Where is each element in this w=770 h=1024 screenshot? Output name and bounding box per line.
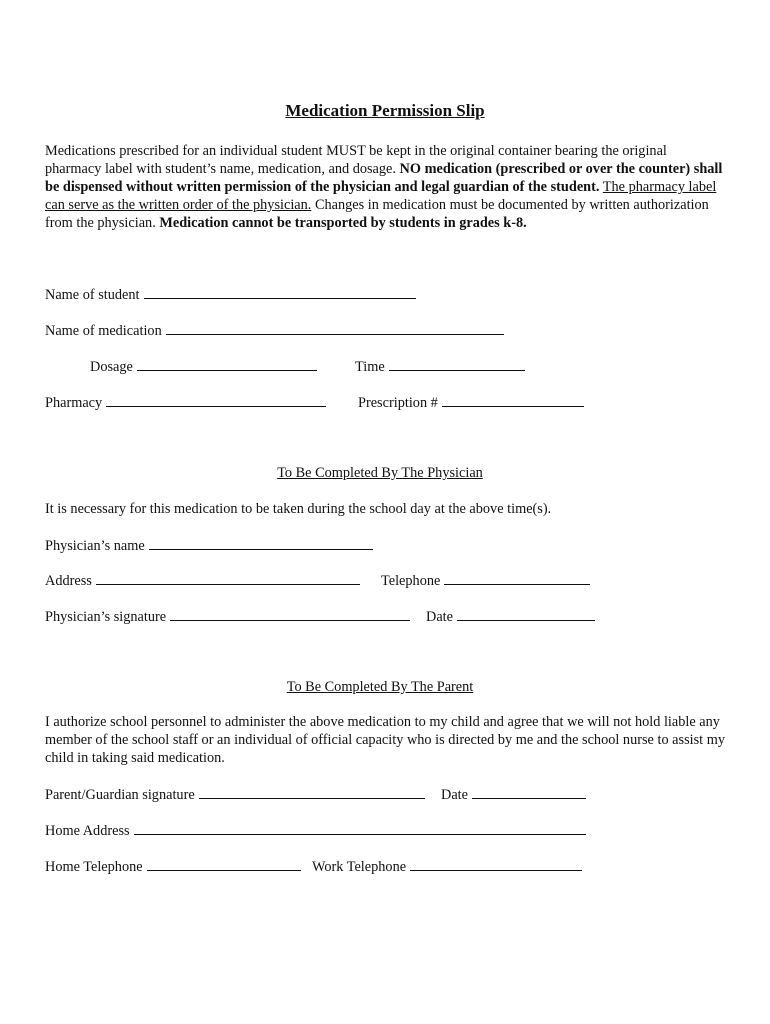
home-telephone-field: [45, 857, 301, 876]
parent-signature-label: Parent/Guardian signature: [45, 787, 195, 803]
home-telephone-input-line[interactable]: [147, 857, 301, 871]
physician-date-label: Date: [426, 609, 453, 625]
work-telephone-input-line[interactable]: [410, 857, 582, 871]
physicians-signature-input-line[interactable]: [170, 607, 410, 621]
time-input-line[interactable]: [389, 357, 525, 371]
home-address-label: Home Address: [45, 823, 130, 839]
name-of-student-input-line[interactable]: [144, 285, 416, 299]
prescription-field: [358, 393, 584, 412]
parent-date-input-line[interactable]: [472, 785, 586, 799]
parent-date-label: Date: [441, 787, 468, 803]
physicians-name-label: Physician’s name: [45, 538, 145, 554]
pharmacy-label: Pharmacy: [45, 395, 103, 411]
address-input-line[interactable]: [96, 571, 360, 585]
dosage-input-line[interactable]: [137, 357, 317, 371]
name-of-medication-field: [45, 321, 504, 340]
pharmacy-input-line[interactable]: [106, 393, 326, 407]
work-telephone-field: [312, 857, 582, 876]
home-address-input-line[interactable]: [134, 821, 586, 835]
home-telephone-label: Home Telephone: [45, 859, 143, 875]
name-of-medication-input-line[interactable]: [166, 321, 504, 335]
pharmacy-field: [45, 393, 326, 412]
physician-statement: It is necessary for this medication to be taken during the school day at the above time(s).: [45, 501, 552, 517]
physician-section-heading: To Be Completed By The Physician: [277, 465, 483, 481]
physicians-name-field: [45, 536, 373, 555]
name-of-student-label: Name of student: [45, 287, 140, 303]
document-title: Medication Permission Slip: [285, 101, 485, 120]
time-field: [355, 357, 525, 376]
physician-date-input-line[interactable]: [457, 607, 595, 621]
telephone-label: Telephone: [381, 573, 441, 589]
dosage-label: Dosage: [90, 359, 133, 375]
parent-signature-input-line[interactable]: [199, 785, 425, 799]
physician-date-field: [426, 607, 595, 626]
name-of-student-field: [45, 285, 416, 304]
parent-section-heading: To Be Completed By The Parent: [286, 679, 474, 695]
intro-sentence-2: NO medication (prescribed or over the counter) shall be dispensed without written permission of the physician and legal guardian of the student.: [45, 161, 723, 195]
intro-paragraph: [45, 142, 725, 232]
physicians-signature-field: [45, 607, 410, 626]
address-field: [45, 571, 360, 590]
prescription-label: Prescription #: [358, 395, 438, 411]
physicians-signature-label: Physician’s signature: [45, 609, 167, 625]
intro-sentence-4: Changes in medication must be documented by written authorization from the physician.: [45, 197, 709, 231]
telephone-input-line[interactable]: [444, 571, 590, 585]
prescription-input-line[interactable]: [442, 393, 584, 407]
time-label: Time: [355, 359, 385, 375]
intro-sentence-3: The pharmacy label can serve as the written order of the physician.: [45, 179, 717, 213]
name-of-medication-label: Name of medication: [45, 323, 162, 339]
intro-sentence-1: Medications prescribed for an individual student MUST be kept in the original container bearing the original pharmacy label with student’s name, medication, and dosage.: [45, 143, 667, 177]
physicians-name-input-line[interactable]: [149, 536, 373, 550]
parent-date-field: [441, 785, 586, 804]
home-address-field: [45, 821, 586, 840]
dosage-field: [90, 357, 317, 376]
work-telephone-label: Work Telephone: [312, 859, 407, 875]
address-label: Address: [45, 573, 92, 589]
parent-statement: I authorize school personnel to administer the above medication to my child and agree that we will not hold liable any member of the school staff or an individual of official capacity who is directed by me and the school nurse to assist my child in taking said medication.: [45, 714, 725, 766]
parent-signature-field: [45, 785, 425, 804]
telephone-field: [381, 571, 590, 590]
intro-sentence-5: Medication cannot be transported by students in grades k-8.: [159, 215, 527, 231]
